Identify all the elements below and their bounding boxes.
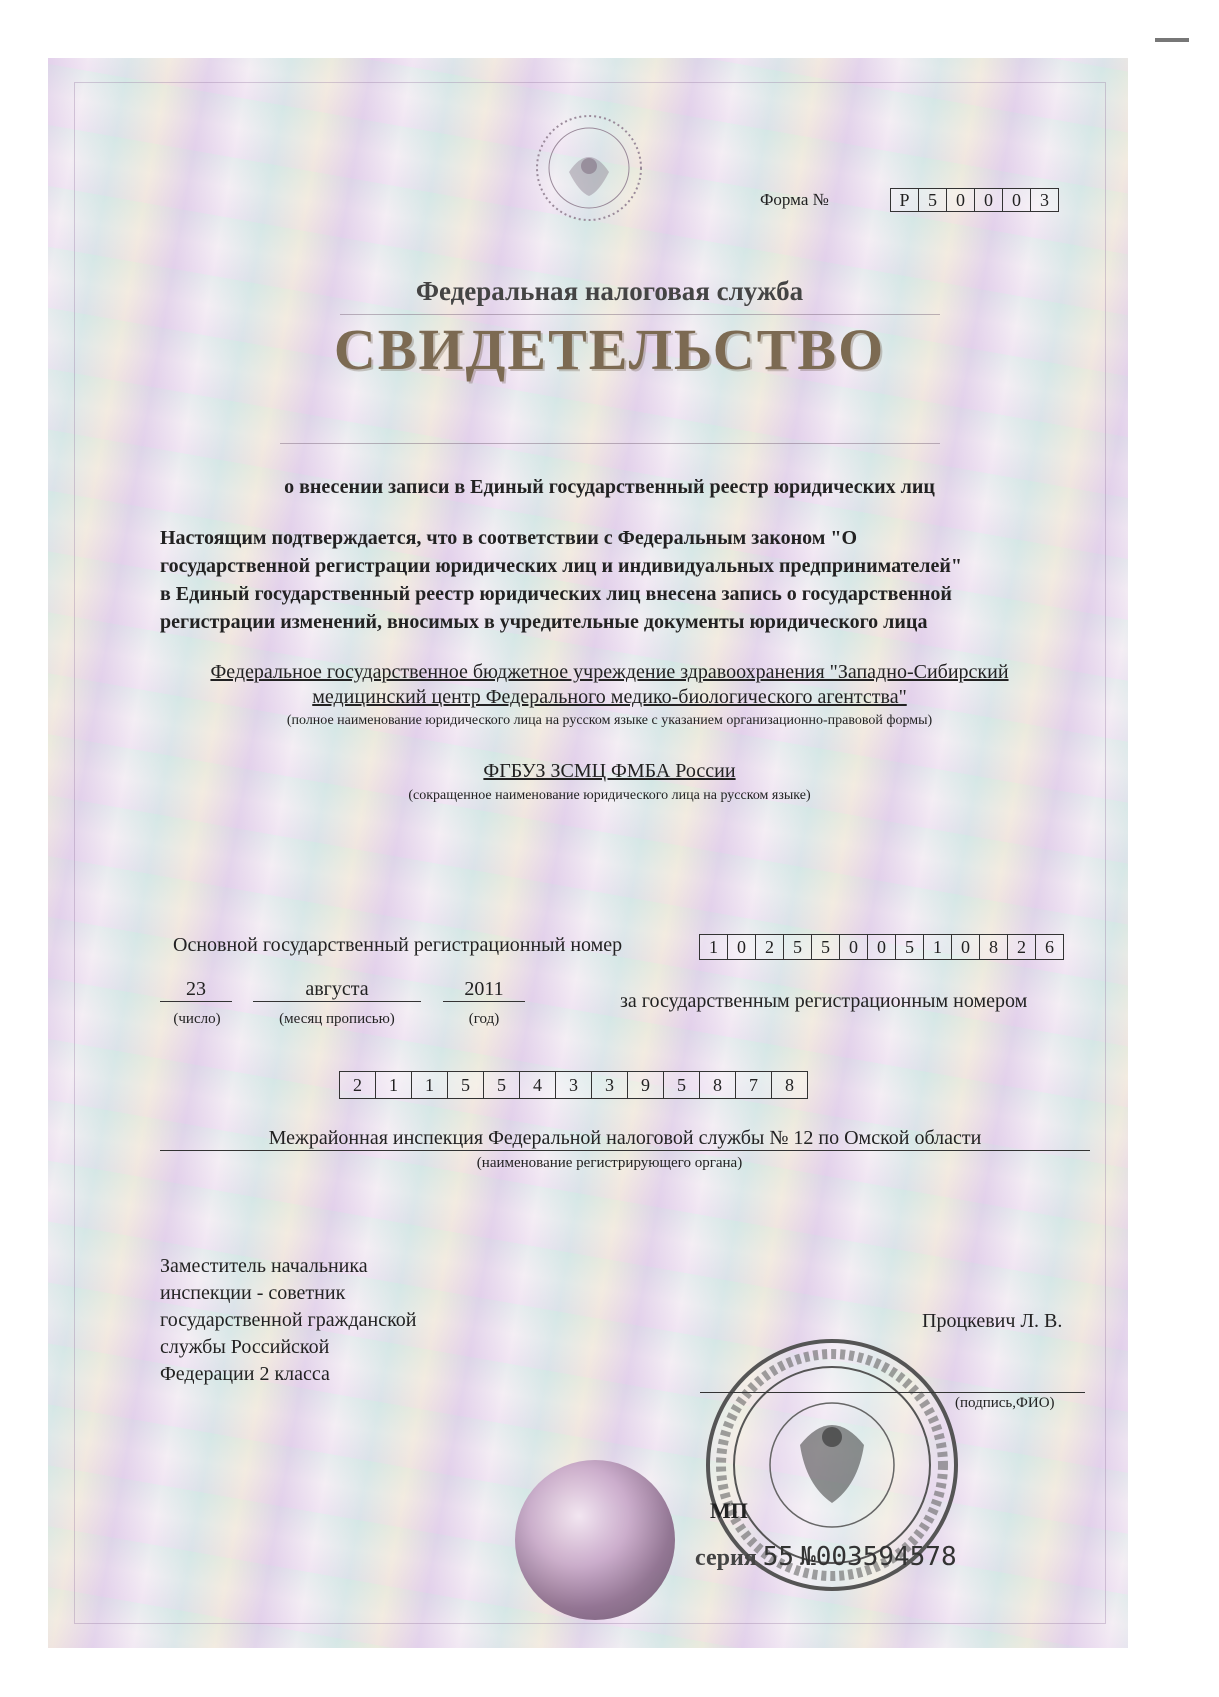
grn-digit-cell: 3 xyxy=(555,1071,592,1099)
entity-full-name-line: медицинский центр Федерального медико-биологического агентства" xyxy=(312,686,907,708)
entity-full-name-line: Федеральное государственное бюджетное учреждение здравоохранения "Западно-Сибирский xyxy=(210,661,1009,683)
registering-organ: Межрайонная инспекция Федеральной налоговой службы № 12 по Омской области xyxy=(160,1127,1090,1151)
certificate-subtitle: о внесении записи в Единый государственный реестр юридических лиц xyxy=(284,476,935,498)
date-year-note: (год) xyxy=(468,1011,500,1027)
grn-digit-cell: 5 xyxy=(663,1071,700,1099)
ogrn-digit-cell: 5 xyxy=(811,934,840,960)
confirmation-paragraph xyxy=(160,524,1095,636)
date-day-note: (число) xyxy=(173,1011,221,1027)
certificate-title: СВИДЕТЕЛЬСТВО xyxy=(333,317,886,382)
signer-name: Процкевич Л. В. xyxy=(922,1310,1063,1332)
form-code-cell: 0 xyxy=(1002,188,1031,212)
paragraph-line: регистрации изменений, вносимых в учредительные документы юридического лица xyxy=(160,611,928,633)
series-line xyxy=(695,1542,957,1572)
ogrn-digit-cell: 1 xyxy=(923,934,952,960)
seal-place-label: МП xyxy=(710,1498,748,1523)
title-rule-bottom xyxy=(280,443,940,444)
grn-digit-cell: 8 xyxy=(771,1071,808,1099)
date-day: 23 xyxy=(160,978,232,1002)
position-line: службы Российской xyxy=(160,1336,330,1358)
entity-short-name: ФГБУЗ ЗСМЦ ФМБА России xyxy=(483,760,736,782)
signature-line xyxy=(700,1392,1085,1393)
ogrn-digit-cell: 8 xyxy=(979,934,1008,960)
signatory-position xyxy=(160,1253,416,1388)
grn-label: за государственным регистрационным номером xyxy=(620,990,1028,1012)
grn-digit-cell: 9 xyxy=(627,1071,664,1099)
ogrn-label: Основной государственный регистрационный номер xyxy=(173,934,623,956)
grn-digit-cell: 2 xyxy=(339,1071,376,1099)
emblem-icon xyxy=(533,112,645,224)
entity-full-name xyxy=(0,660,1219,710)
date-month: августа xyxy=(253,978,421,1002)
agency-title: Федеральная налоговая служба xyxy=(415,276,804,306)
signature-note: (подпись,ФИО) xyxy=(955,1395,1055,1411)
position-line: государственной гражданской xyxy=(160,1309,417,1331)
position-line: инспекции - советник xyxy=(160,1282,346,1304)
grn-digit-cell: 5 xyxy=(447,1071,484,1099)
position-line: Заместитель начальника xyxy=(160,1255,368,1277)
ogrn-boxes xyxy=(700,934,1064,960)
registering-organ-note: (наименование регистрирующего органа) xyxy=(476,1155,743,1171)
form-code-boxes xyxy=(891,188,1059,212)
position-line: Федерации 2 класса xyxy=(160,1363,330,1385)
ogrn-digit-cell: 0 xyxy=(727,934,756,960)
ogrn-digit-cell: 2 xyxy=(1007,934,1036,960)
entity-full-name-note: (полное наименование юридического лица на русском языке с указанием организационно-правовой формы) xyxy=(286,713,933,728)
form-label: Форма № xyxy=(760,190,829,209)
ogrn-digit-cell: 0 xyxy=(867,934,896,960)
paragraph-line: государственной регистрации юридических лиц и индивидуальных предпринимателей" xyxy=(160,555,963,577)
grn-digit-cell: 5 xyxy=(483,1071,520,1099)
ogrn-digit-cell: 5 xyxy=(895,934,924,960)
grn-digit-cell: 1 xyxy=(375,1071,412,1099)
series-code: 55 xyxy=(762,1542,795,1572)
grn-boxes xyxy=(340,1071,808,1099)
paragraph-line: в Единый государственный реестр юридических лиц внесена запись о государственной xyxy=(160,583,952,605)
series-label: серия xyxy=(695,1545,757,1571)
title-rule xyxy=(340,314,940,315)
form-code-cell: 0 xyxy=(974,188,1003,212)
grn-digit-cell: 7 xyxy=(735,1071,772,1099)
hologram xyxy=(515,1460,675,1620)
date-year: 2011 xyxy=(443,978,525,1002)
scan-mark xyxy=(1155,38,1189,42)
grn-digit-cell: 3 xyxy=(591,1071,628,1099)
date-month-note: (месяц прописью) xyxy=(279,1011,395,1027)
series-number: №003594578 xyxy=(800,1542,957,1572)
ogrn-digit-cell: 6 xyxy=(1035,934,1064,960)
grn-digit-cell: 1 xyxy=(411,1071,448,1099)
entity-short-name-note: (сокращенное наименование юридического лица на русском языке) xyxy=(408,788,811,803)
form-code-cell: 3 xyxy=(1030,188,1059,212)
grn-digit-cell: 8 xyxy=(699,1071,736,1099)
form-code-cell: 0 xyxy=(946,188,975,212)
ogrn-digit-cell: 0 xyxy=(951,934,980,960)
paragraph-line: Настоящим подтверждается, что в соответствии с Федеральным законом "О xyxy=(160,527,858,549)
ogrn-digit-cell: 0 xyxy=(839,934,868,960)
ogrn-digit-cell: 2 xyxy=(755,934,784,960)
ogrn-digit-cell: 5 xyxy=(783,934,812,960)
form-code-cell: 5 xyxy=(918,188,947,212)
form-code-cell: Р xyxy=(890,188,919,212)
grn-digit-cell: 4 xyxy=(519,1071,556,1099)
ogrn-digit-cell: 1 xyxy=(699,934,728,960)
